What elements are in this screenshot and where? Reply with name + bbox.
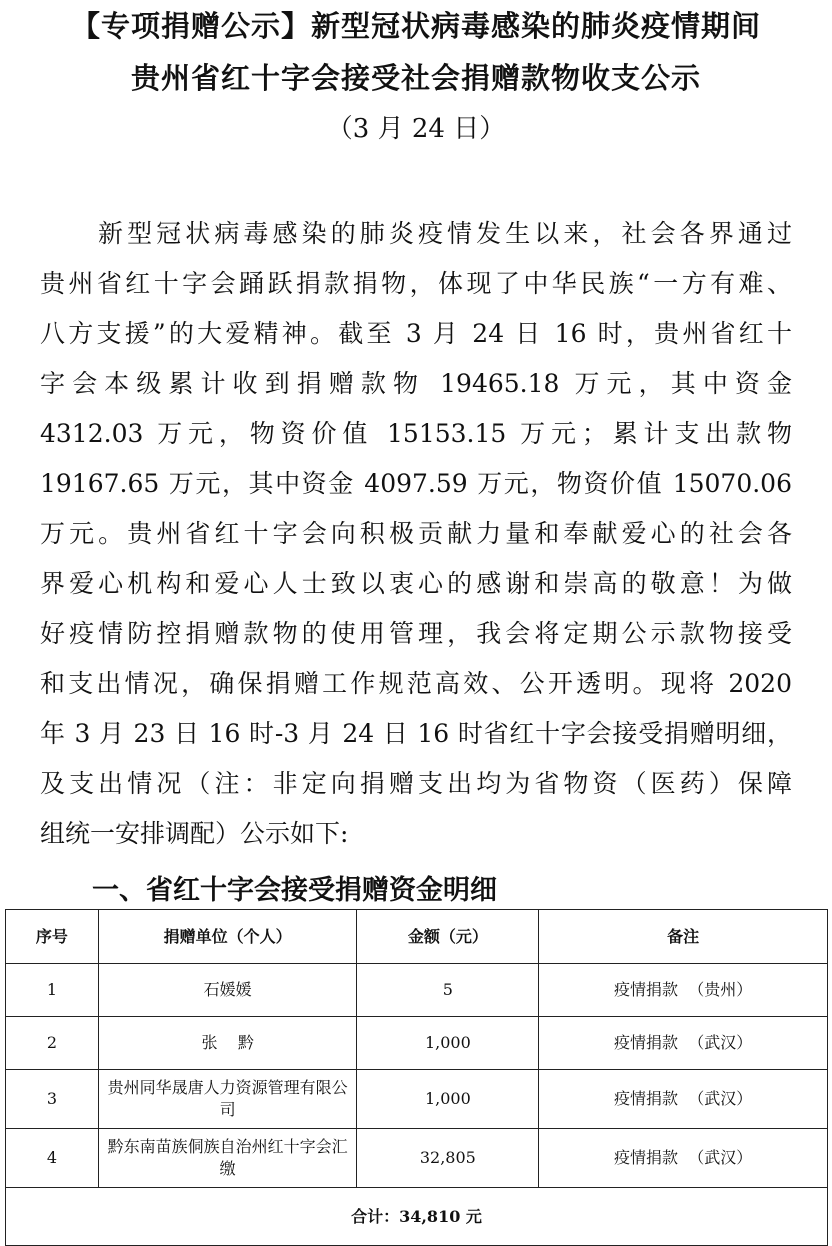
body-line-13: 组统一安排调配）公示如下: — [40, 819, 349, 848]
cell-index: 1 — [6, 964, 99, 1017]
header-remark: 备注 — [539, 910, 828, 964]
cell-amount: 32,805 — [357, 1129, 539, 1188]
table-row — [6, 964, 828, 1017]
cell-index: 4 — [6, 1129, 99, 1188]
body-line-4: 字会本级累计收到捐赠款物 19465.18 万元，其中资金 — [40, 369, 792, 398]
document-title-line-1: 【专项捐赠公示】新型冠状病毒感染的肺炎疫情期间 — [70, 9, 761, 43]
body-line-9: 好疫情防控捐赠款物的使用管理，我会将定期公示款物接受 — [40, 619, 792, 648]
cell-index: 2 — [6, 1017, 99, 1070]
cell-donor: 黔东南苗族侗族自治州红十字会汇缴 — [98, 1129, 357, 1188]
table-row — [6, 1070, 828, 1129]
cell-amount: 1,000 — [357, 1017, 539, 1070]
cell-remark: 疫情捐款 （贵州） — [539, 964, 828, 1017]
document-title-line-2: 贵州省红十字会接受社会捐赠款物收支公示 — [130, 61, 701, 95]
body-line-11: 年 3 月 23 日 16 时-3 月 24 日 16 时省红十字会接受捐赠明细， — [40, 719, 792, 748]
document-date: （3 月 24 日） — [326, 114, 506, 144]
cell-index: 3 — [6, 1070, 99, 1129]
header-index: 序号 — [6, 910, 99, 964]
cell-amount: 1,000 — [357, 1070, 539, 1129]
body-line-5: 4312.03 万元，物资价值 15153.15 万元；累计支出款物 — [40, 419, 792, 448]
body-line-1: 新型冠状病毒感染的肺炎疫情发生以来，社会各界通过 — [98, 219, 792, 248]
body-line-10: 和支出情况，确保捐赠工作规范高效、公开透明。现将 2020 — [40, 669, 792, 698]
table-row — [6, 1129, 828, 1188]
body-line-3: 八方支援”的大爱精神。截至 3 月 24 日 16 时，贵州省红十 — [40, 319, 792, 348]
body-line-2: 贵州省红十字会踊跃捐款捐物，体现了中华民族“一方有难、 — [40, 269, 792, 298]
cell-remark: 疫情捐款 （武汉） — [539, 1129, 828, 1188]
cell-amount: 5 — [357, 964, 539, 1017]
section-heading: 一、省红十字会接受捐赠资金明细 — [92, 875, 497, 906]
body-line-12: 及支出情况（注：非定向捐赠支出均为省物资（医药）保障 — [40, 769, 792, 798]
cell-remark: 疫情捐款 （武汉） — [539, 1070, 828, 1129]
body-line-6: 19167.65 万元，其中资金 4097.59 万元，物资价值 15070.06 — [40, 469, 792, 498]
cell-donor: 贵州同华晟唐人力资源管理有限公司 — [98, 1070, 357, 1129]
donation-table — [5, 909, 828, 1246]
table-header-row — [6, 910, 828, 964]
cell-remark: 疫情捐款 （武汉） — [539, 1017, 828, 1070]
cell-donor: 石媛媛 — [98, 964, 357, 1017]
cell-donor: 张 黔 — [98, 1017, 357, 1070]
table-row — [6, 1017, 828, 1070]
total-amount: 合计：34,810 元 — [6, 1188, 828, 1246]
header-donor: 捐赠单位（个人） — [98, 910, 357, 964]
header-amount: 金额（元） — [357, 910, 539, 964]
body-line-7: 万元。贵州省红十字会向积极贡献力量和奉献爱心的社会各 — [40, 519, 792, 548]
body-line-8: 界爱心机构和爱心人士致以衷心的感谢和崇高的敬意！为做 — [40, 569, 792, 598]
table-total-row — [6, 1188, 828, 1246]
